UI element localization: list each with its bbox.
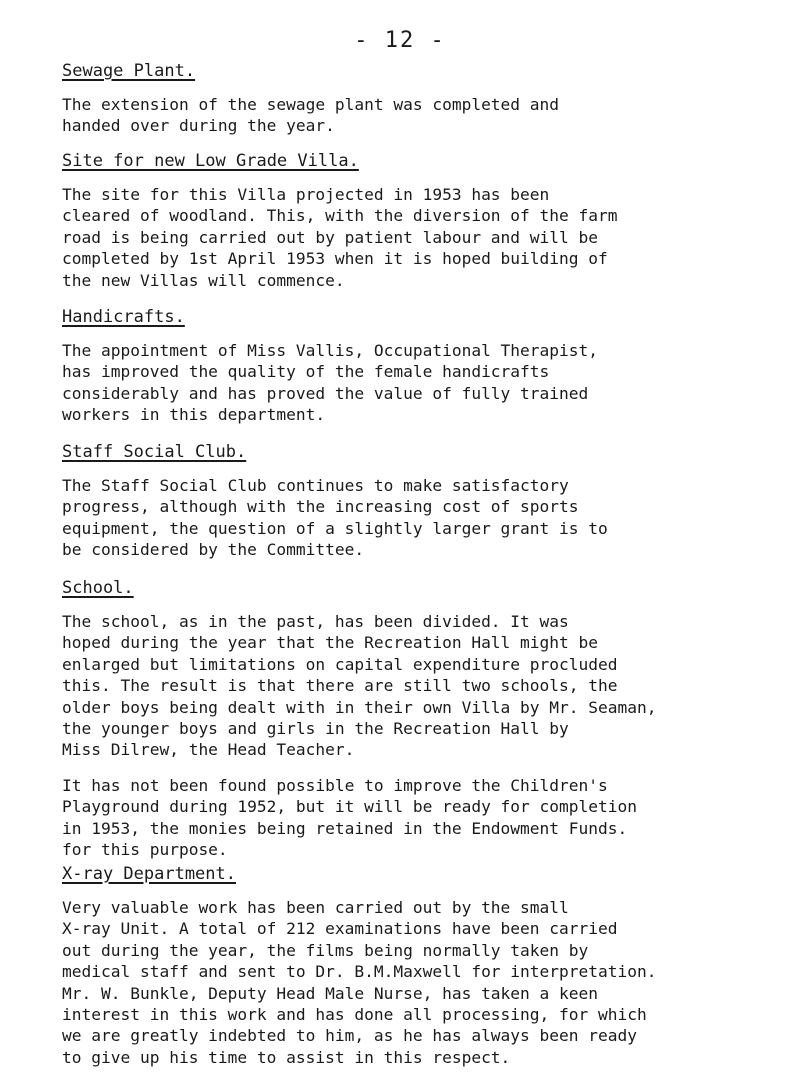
section-heading: Staff Social Club. xyxy=(62,442,247,462)
section-staff-social-club xyxy=(62,441,752,561)
section-school xyxy=(62,577,752,860)
section-heading: Site for new Low Grade Villa. xyxy=(62,151,359,171)
section-sewage-plant xyxy=(62,60,752,137)
section-heading: X-ray Department. xyxy=(62,864,236,884)
section-paragraph: It has not been found possible to improve the Children's Playground during 1952, but it will be ready for completion in 1953, the monies being retained in the Endowment Funds. for this purpose. xyxy=(62,775,637,860)
section-x-ray-department xyxy=(62,863,752,1068)
section-site-low-grade-villa xyxy=(62,150,752,291)
section-heading: School. xyxy=(62,578,134,598)
section-handicrafts xyxy=(62,306,752,426)
section-paragraph: The Staff Social Club continues to make satisfactory progress, although with the increasing cost of sports equipment, the question of a slightly larger grant is to be considered by the Committee. xyxy=(62,476,608,560)
section-paragraph: The site for this Villa projected in 1953 has been cleared of woodland. This, with the diversion of the farm road is being carried out by patient labour and will be completed by 1st April 1953 when it is hoped building of the new Villas will commence. xyxy=(62,185,618,290)
section-heading: Handicrafts. xyxy=(62,307,185,327)
page-number: - 12 - xyxy=(354,28,446,53)
section-paragraph: The school, as in the past, has been divided. It was hoped during the year that the Recreation Hall might be enlarged but limitations on capital expenditure procluded this. The result is that there are still two schools, the older boys being dealt with in their own Villa by Mr. Seaman, the younger boys and girls in the Recreation Hall by Miss Dilrew, the Head Teacher. xyxy=(62,612,657,760)
section-paragraph: Very valuable work has been carried out by the small X-ray Unit. A total of 212 examinations have been carried out during the year, the films being normally taken by medical staff and sent to Dr. B.M.Maxwell for interpretation. Mr. W. Bunkle, Deputy Head Male Nurse, has taken a keen interest in this work and has done all processing, for which we are greatly indebted to him, as he has always been ready to give up his time to assist in this respect. xyxy=(62,898,657,1067)
section-paragraph: The extension of the sewage plant was completed and handed over during the year. xyxy=(62,95,560,136)
section-heading: Sewage Plant. xyxy=(62,61,196,81)
section-paragraph: The appointment of Miss Vallis, Occupational Therapist, has improved the quality of the female handicrafts considerably and has proved the value of fully trained workers in this department. xyxy=(62,341,599,425)
